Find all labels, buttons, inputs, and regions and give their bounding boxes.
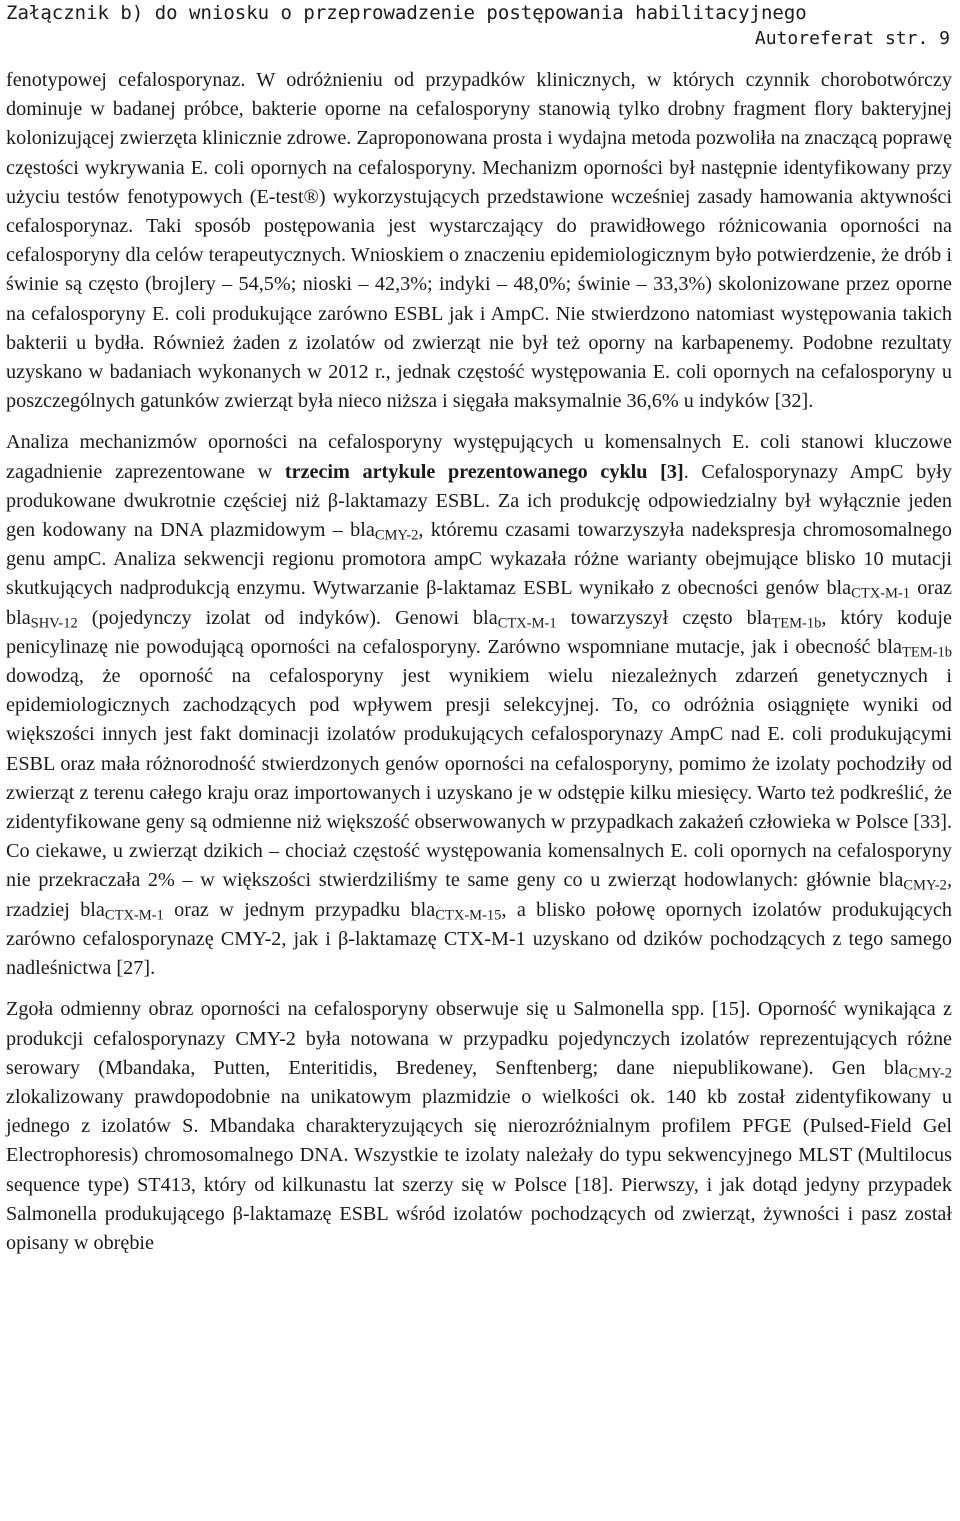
gene-subscript: TEM-1b: [771, 615, 822, 632]
text-span: oraz bla: [6, 577, 952, 629]
text-span: , rzadziej bla: [6, 869, 952, 921]
gene-subscript: SHV-12: [30, 615, 78, 632]
text-span: , któremu czasami towarzyszyła nadekspresja chromosomalnego genu ampC. Analiza sekwencji regionu promotora ampC wykazała różne warianty obejmujące blisko 10 mutacji skutkujących nadprodukcją enzymu. Wytwarzanie β-laktamaz ESBL wynikało z obecności genów bla: [6, 519, 952, 600]
page-number-label: Autoreferat str. 9: [754, 28, 950, 49]
gene-subscript: CTX-M-1: [497, 615, 557, 632]
text-span: oraz w jednym przypadku bla: [163, 898, 436, 921]
text-span: . Cefalosporynazy AmpC były produkowane dwukrotnie częściej niż β-laktamazy ESBL. Za ich produkcję odpowiedzialny był wyłącznie jeden gen kodowany na DNA plazmidowym – bla: [6, 460, 952, 542]
page-header: [6, 0, 954, 56]
text-span: , który koduje penicylinazę nie powodującą oporności na cefalosporyny. Zarówno wspomniane mutacje, jak i obecność bla: [6, 606, 952, 658]
header-title: Załącznik b) do wniosku o przeprowadzenie postępowania habilitacyjnego: [6, 2, 807, 24]
gene-subscript: CMY-2: [374, 527, 419, 544]
text-span: dowodzą, że oporność na cefalosporyny jest wynikiem wielu niezależnych zdarzeń genetycznych i epidemiologicznych zachodzących pod wpływem presji selekcyjnej. To, co odróżnia osiągnięte wyniki od większości innych jest fakt dominacji izolatów produkujących cefalosporynazy AmpC nad E. coli produkującymi ESBL oraz mała różnorodność stwierdzonych genów oporności na cefalosporyny, pomimo że izolaty pochodziły od zwierząt z terenu całego kraju oraz importowanych i uzyskano je w odstępie kilku miesięcy. Warto też podkreślić, że zidentyfikowane geny są odmienne niż większość obserwowanych w przypadkach zakażeń człowieka w Polsce [33]. Co ciekawe, u zwierząt dzikich – chociaż częstość występowania komensalnych E. coli opornych na cefalosporyny nie przekraczała 2% – w większości stwierdziliśmy te same geny co u zwierząt hodowlanych: głównie bla: [6, 665, 952, 892]
gene-subscript: CTX-M-1: [104, 907, 164, 924]
text-span: zlokalizowany prawdopodobnie na unikatowym plazmidzie o wielkości ok. 140 kb został zidentyfikowany u jednego z izolatów S. Mbandaka charakteryzujących się nierozróżnialnym profilem PFGE (Pulsed-Field Gel Electrophoresis) chromosomalnego DNA. Wszystkie te izolaty należały do typu sekwencyjnego MLST (Multilocus sequence type) ST413, który od kilkunastu lat szerzy się w Polsce [18]. Pierwszy, i jak dotąd jedyny przypadek Salmonella produkującego β-laktamazę ESBL wśród izolatów pochodzących od zwierząt, żywności i pasz został opisany w obrębie: [6, 1085, 952, 1254]
bold-citation: trzecim artykule prezentowanego cyklu [3]: [284, 460, 684, 483]
gene-subscript: CMY-2: [903, 878, 947, 895]
text-span: Zgoła odmienny obraz oporności na cefalosporyny obserwuje się u Salmonella spp. [15]. Oporność wynikająca z produkcji cefalosporynazy CMY-2 była notowana w przypadku pojedynczych izolatów reprezentujących różne serowary (Mbandaka, Putten, Enteritidis, Bredeney, Senftenberg; dane niepublikowane). Gen bla: [6, 998, 952, 1079]
text-span: Analiza mechanizmów oporności na cefalosporyny występujących u komensalnych E. coli stanowi kluczowe zagadnienie zaprezentowane w: [6, 431, 952, 483]
text-span: towarzyszył często bla: [556, 606, 772, 629]
gene-subscript: CTX-M-15: [435, 907, 502, 924]
body-text: [6, 66, 952, 1270]
paragraph-3: [6, 995, 952, 1258]
gene-subscript: TEM-1b: [901, 644, 952, 661]
paragraph-1: fenotypowej cefalosporynaz. W odróżnieniu od przypadków klinicznych, w których czynnik chorobotwórczy dominuje w badanej próbce, bakterie oporne na cefalosporyny stanowią tylko drobny fragment flory bakteryjnej kolonizującej zwierzęta klinicznie zdrowe. Zaproponowana prosta i wydajna metoda pozwoliła na znaczącą poprawę częstości wykrywania E. coli opornych na cefalosporyny. Mechanizm oporności był następnie identyfikowany przy użyciu testów fenotypowych (E-test®) wykorzystujących przedstawione wcześniej zasady hamowania aktywności cefalosporynaz. Taki sposób postępowania jest wystarczający do prawidłowego różnicowania oporności na cefalosporyny dla celów terapeutycznych. Wnioskiem o znaczeniu epidemiologicznym było potwierdzenie, że drób i świnie są często (brojlery – 54,5%; nioski – 42,3%; indyki – 48,0%; świnie – 33,3%) skolonizowane przez oporne na cefalosporyny E. coli produkujące zarówno ESBL jak i AmpC. Nie stwierdzono natomiast występowania takich bakterii u bydła. Również żaden z izolatów od zwierząt nie był też oporny na karbapenemy. Podobne rezultaty uzyskano w badaniach wykonanych w 2012 r., jednak częstość występowania E. coli opornych na cefalosporyny u poszczególnych gatunków zwierząt była nieco niższa i sięgała maksymalnie 36,6% u indyków [32].: [6, 69, 952, 413]
paragraph-2: [6, 428, 952, 983]
gene-subscript: CMY-2: [908, 1065, 952, 1082]
gene-subscript: CTX-M-1: [851, 586, 911, 603]
text-span: , a blisko połowę opornych izolatów produkujących zarówno cefalosporynazę CMY-2, jak i β-laktamazę CTX-M-1 uzyskano od dzików pochodzących z tego samego nadleśnictwa [27].: [6, 898, 952, 980]
text-span: (pojedynczy izolat od indyków). Genowi bla: [77, 606, 498, 629]
